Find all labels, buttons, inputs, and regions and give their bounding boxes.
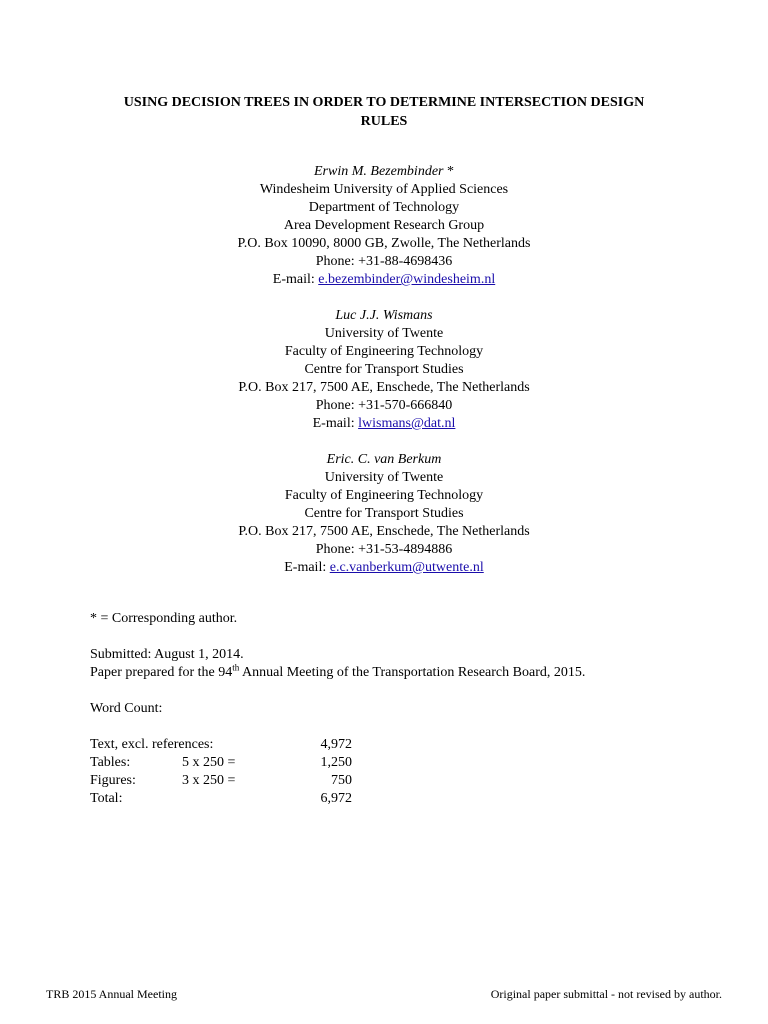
footer-submittal-note: Original paper submittal - not revised by author. <box>490 987 722 1001</box>
affiliation-line: Faculty of Engineering Technology <box>284 488 484 503</box>
meeting-note-ordinal: th <box>232 662 240 673</box>
meeting-note <box>90 664 710 682</box>
meeting-note-suffix: Annual Meeting of the Transportation Research Board, 2015. <box>239 665 586 680</box>
email-link[interactable]: e.bezembinder@windesheim.nl <box>318 272 496 287</box>
affiliation-line: Centre for Transport Studies <box>304 362 464 377</box>
address-line: P.O. Box 217, 7500 AE, Enschede, The Netherlands <box>238 524 530 539</box>
word-count-row-text <box>90 736 352 754</box>
paper-title <box>60 93 708 131</box>
submitted-date: Submitted: August 1, 2014. <box>90 647 244 662</box>
word-count-calc-cell: 3 x 250 = <box>182 773 236 788</box>
word-count-row-total <box>90 790 352 808</box>
affiliation-line: Department of Technology <box>308 200 460 215</box>
word-count-label-cell: Text, excl. references: <box>90 737 214 752</box>
title-line-2: RULES <box>360 114 408 129</box>
email-line <box>84 271 684 289</box>
author-block-bezembinder <box>84 163 684 289</box>
phone-line: Phone: +31-53-4894886 <box>315 542 453 557</box>
submission-notes <box>90 610 710 808</box>
meeting-note-prefix: Paper prepared for the 94 <box>90 665 233 680</box>
word-count-label-cell: Total: <box>90 791 123 806</box>
word-count-calc-cell: 5 x 250 = <box>182 755 236 770</box>
word-count-value-cell: 1,250 <box>320 755 352 770</box>
author-block-van-berkum <box>84 451 684 577</box>
email-line <box>84 415 684 433</box>
word-count-label-cell: Tables: <box>90 755 131 770</box>
email-link[interactable]: e.c.vanberkum@utwente.nl <box>329 560 484 575</box>
author-block-wismans <box>84 307 684 433</box>
author-name: Eric. C. van Berkum <box>326 452 442 467</box>
affiliation-line: Windesheim University of Applied Sciences <box>259 182 509 197</box>
word-count-value-cell: 4,972 <box>320 737 352 752</box>
corresponding-marker: * <box>443 164 454 179</box>
address-line: P.O. Box 10090, 8000 GB, Zwolle, The Netherlands <box>237 236 531 251</box>
email-link[interactable]: lwismans@dat.nl <box>358 416 456 431</box>
email-label: E-mail: <box>312 416 359 431</box>
word-count-label: Word Count: <box>90 701 163 716</box>
author-name-line <box>84 163 684 181</box>
author-name-line <box>84 307 684 325</box>
address-line: P.O. Box 217, 7500 AE, Enschede, The Netherlands <box>238 380 530 395</box>
phone-line: Phone: +31-88-4698436 <box>315 254 453 269</box>
word-count-value-cell: 6,972 <box>320 791 352 806</box>
word-count-row-figures <box>90 772 352 790</box>
author-list <box>84 163 684 595</box>
author-name: Luc J.J. Wismans <box>335 308 433 323</box>
author-name-line <box>84 451 684 469</box>
affiliation-line: University of Twente <box>324 470 444 485</box>
word-count-row-tables <box>90 754 352 772</box>
title-line-1: USING DECISION TREES IN ORDER TO DETERMINE INTERSECTION DESIGN <box>123 95 645 110</box>
word-count-label-cell: Figures: <box>90 773 136 788</box>
corresponding-author-note: * = Corresponding author. <box>90 611 238 626</box>
word-count-value-cell: 750 <box>331 773 352 788</box>
affiliation-line: Faculty of Engineering Technology <box>284 344 484 359</box>
affiliation-line: Area Development Research Group <box>283 218 485 233</box>
phone-line: Phone: +31-570-666840 <box>315 398 453 413</box>
author-name: Erwin M. Bezembinder <box>314 164 444 179</box>
word-count-table <box>90 736 352 808</box>
email-line <box>84 559 684 577</box>
affiliation-line: Centre for Transport Studies <box>304 506 464 521</box>
email-label: E-mail: <box>272 272 319 287</box>
email-label: E-mail: <box>284 560 330 575</box>
footer-meeting-label: TRB 2015 Annual Meeting <box>46 987 177 1001</box>
affiliation-line: University of Twente <box>324 326 444 341</box>
